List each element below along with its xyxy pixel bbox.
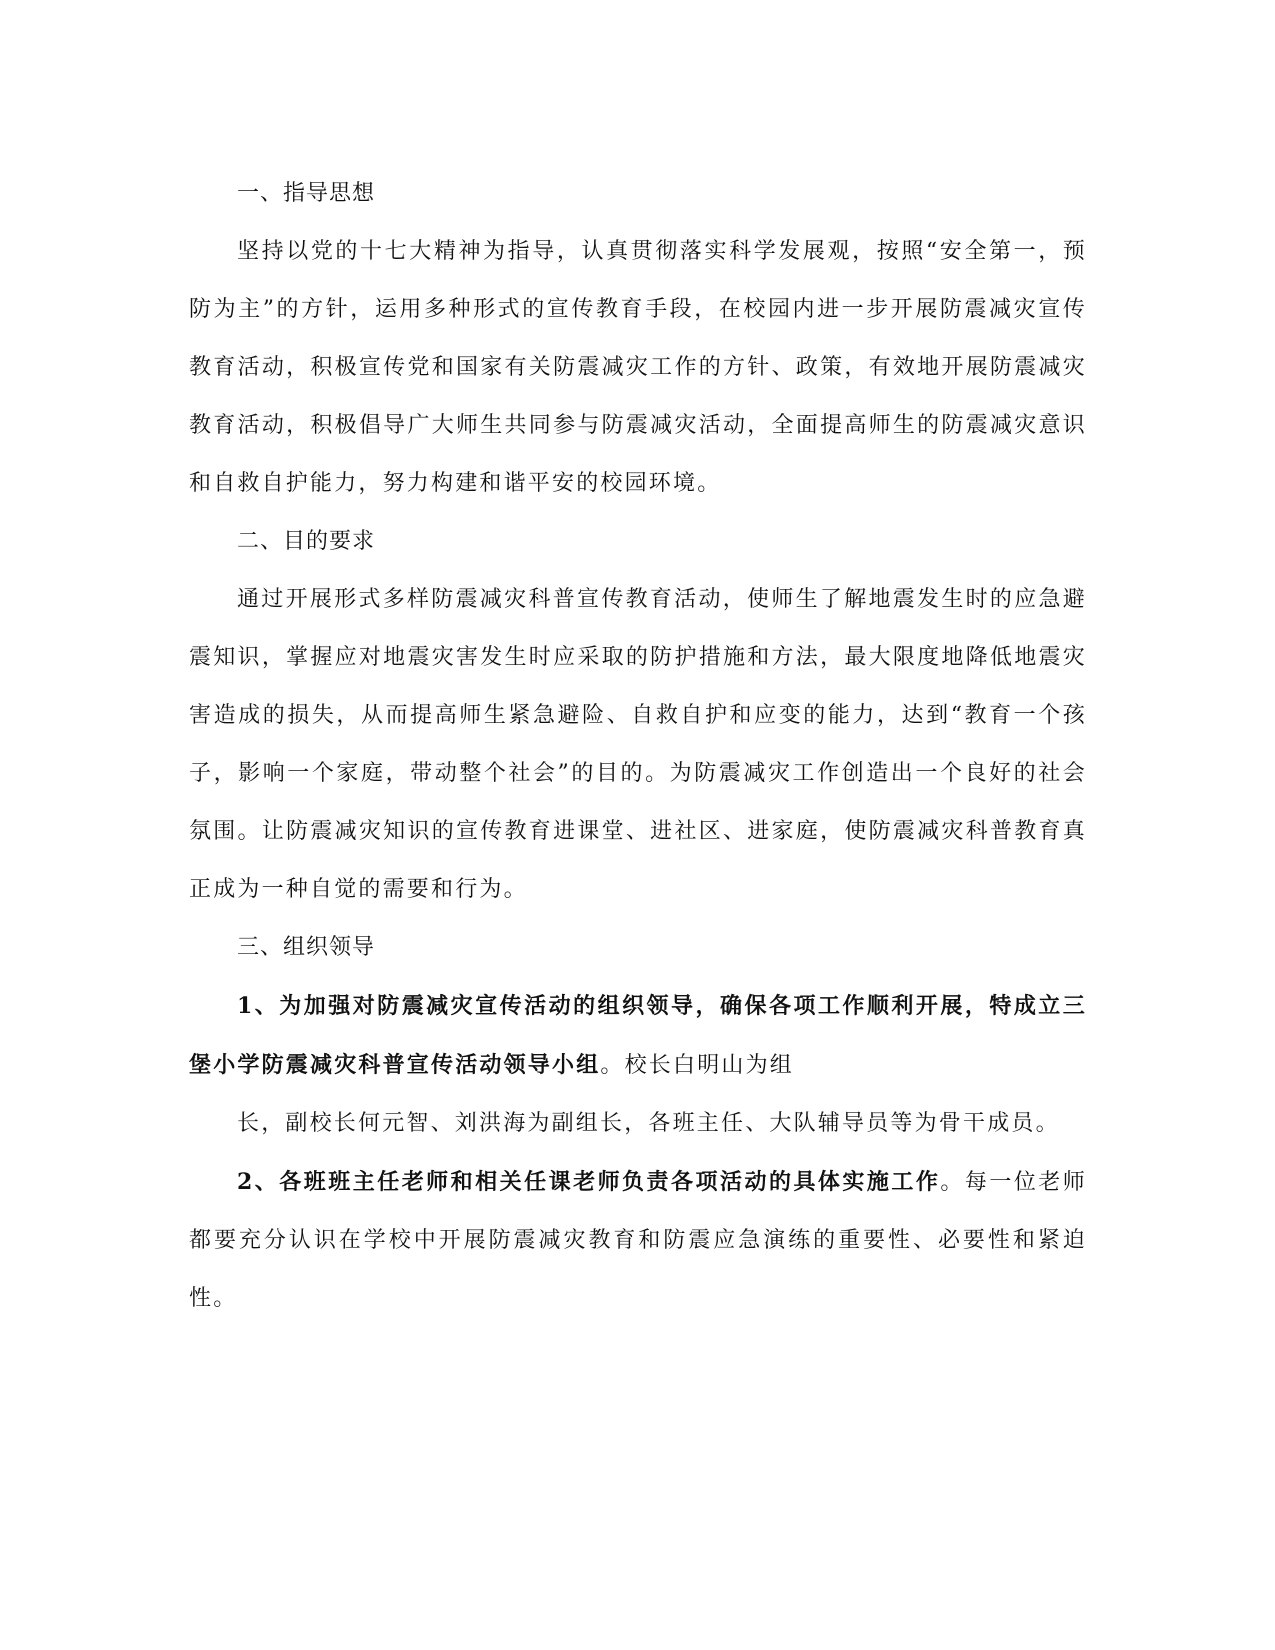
- item-2-bold-text: 2、各班班主任老师和相关任课老师负责各项活动的具体实施工作: [237, 1169, 941, 1195]
- paragraph-objectives: 通过开展形式多样防震减灾科普宣传教育活动，使师生了解地震发生时的应急避震知识，掌握应对地震灾害发生时应采取的防护措施和方法，最大限度地降低地震灾害造成的损失，从而提高师生紧急避险、自救自护和应变的能力，达到“教育一个孩子，影响一个家庭，带动整个社会”的目的。为防震减灾工作创造出一个良好的社会氛围。让防震减灾知识的宣传教育进课堂、进社区、进家庭，使防震减灾科普教育真正成为一种自觉的需要和行为。: [189, 587, 1087, 902]
- item-1-bold-text: 1、为加强对防震减灾宣传活动的组织领导，确保各项工作顺利开展，特成立三堡小学防震减灾科普宣传活动领导小组: [189, 993, 1087, 1078]
- section-heading-objectives: 二、目的要求: [237, 529, 376, 554]
- paragraph-organization-item-1-continuation: 长，副校长何元智、刘洪海为副组长，各班主任、大队辅导员等为骨干成员。: [237, 1111, 1060, 1136]
- item-2-normal-text: 。每一位老师都要充分认识在学校中开展防震减灾教育和防震应急演练的重要性、必要性和紧迫性。: [189, 1170, 1087, 1311]
- section-heading-organization: 三、组织领导: [237, 935, 376, 960]
- paragraph-organization-item-2: [189, 1153, 1087, 1328]
- section-heading-guiding-ideology: 一、指导思想: [237, 181, 376, 206]
- paragraph-organization-item-1: [189, 977, 1087, 1095]
- paragraph-guiding-ideology: 坚持以党的十七大精神为指导，认真贯彻落实科学发展观，按照“安全第一，预防为主”的方针，运用多种形式的宣传教育手段，在校园内进一步开展防震减灾宣传教育活动，积极宣传党和国家有关防震减灾工作的方针、政策，有效地开展防震减灾教育活动，积极倡导广大师生共同参与防震减灾活动，全面提高师生的防震减灾意识和自救自护能力，努力构建和谐平安的校园环境。: [189, 239, 1087, 496]
- item-1-normal-text: 。校长白明山为组: [600, 1053, 795, 1078]
- document-body: [189, 165, 1087, 1328]
